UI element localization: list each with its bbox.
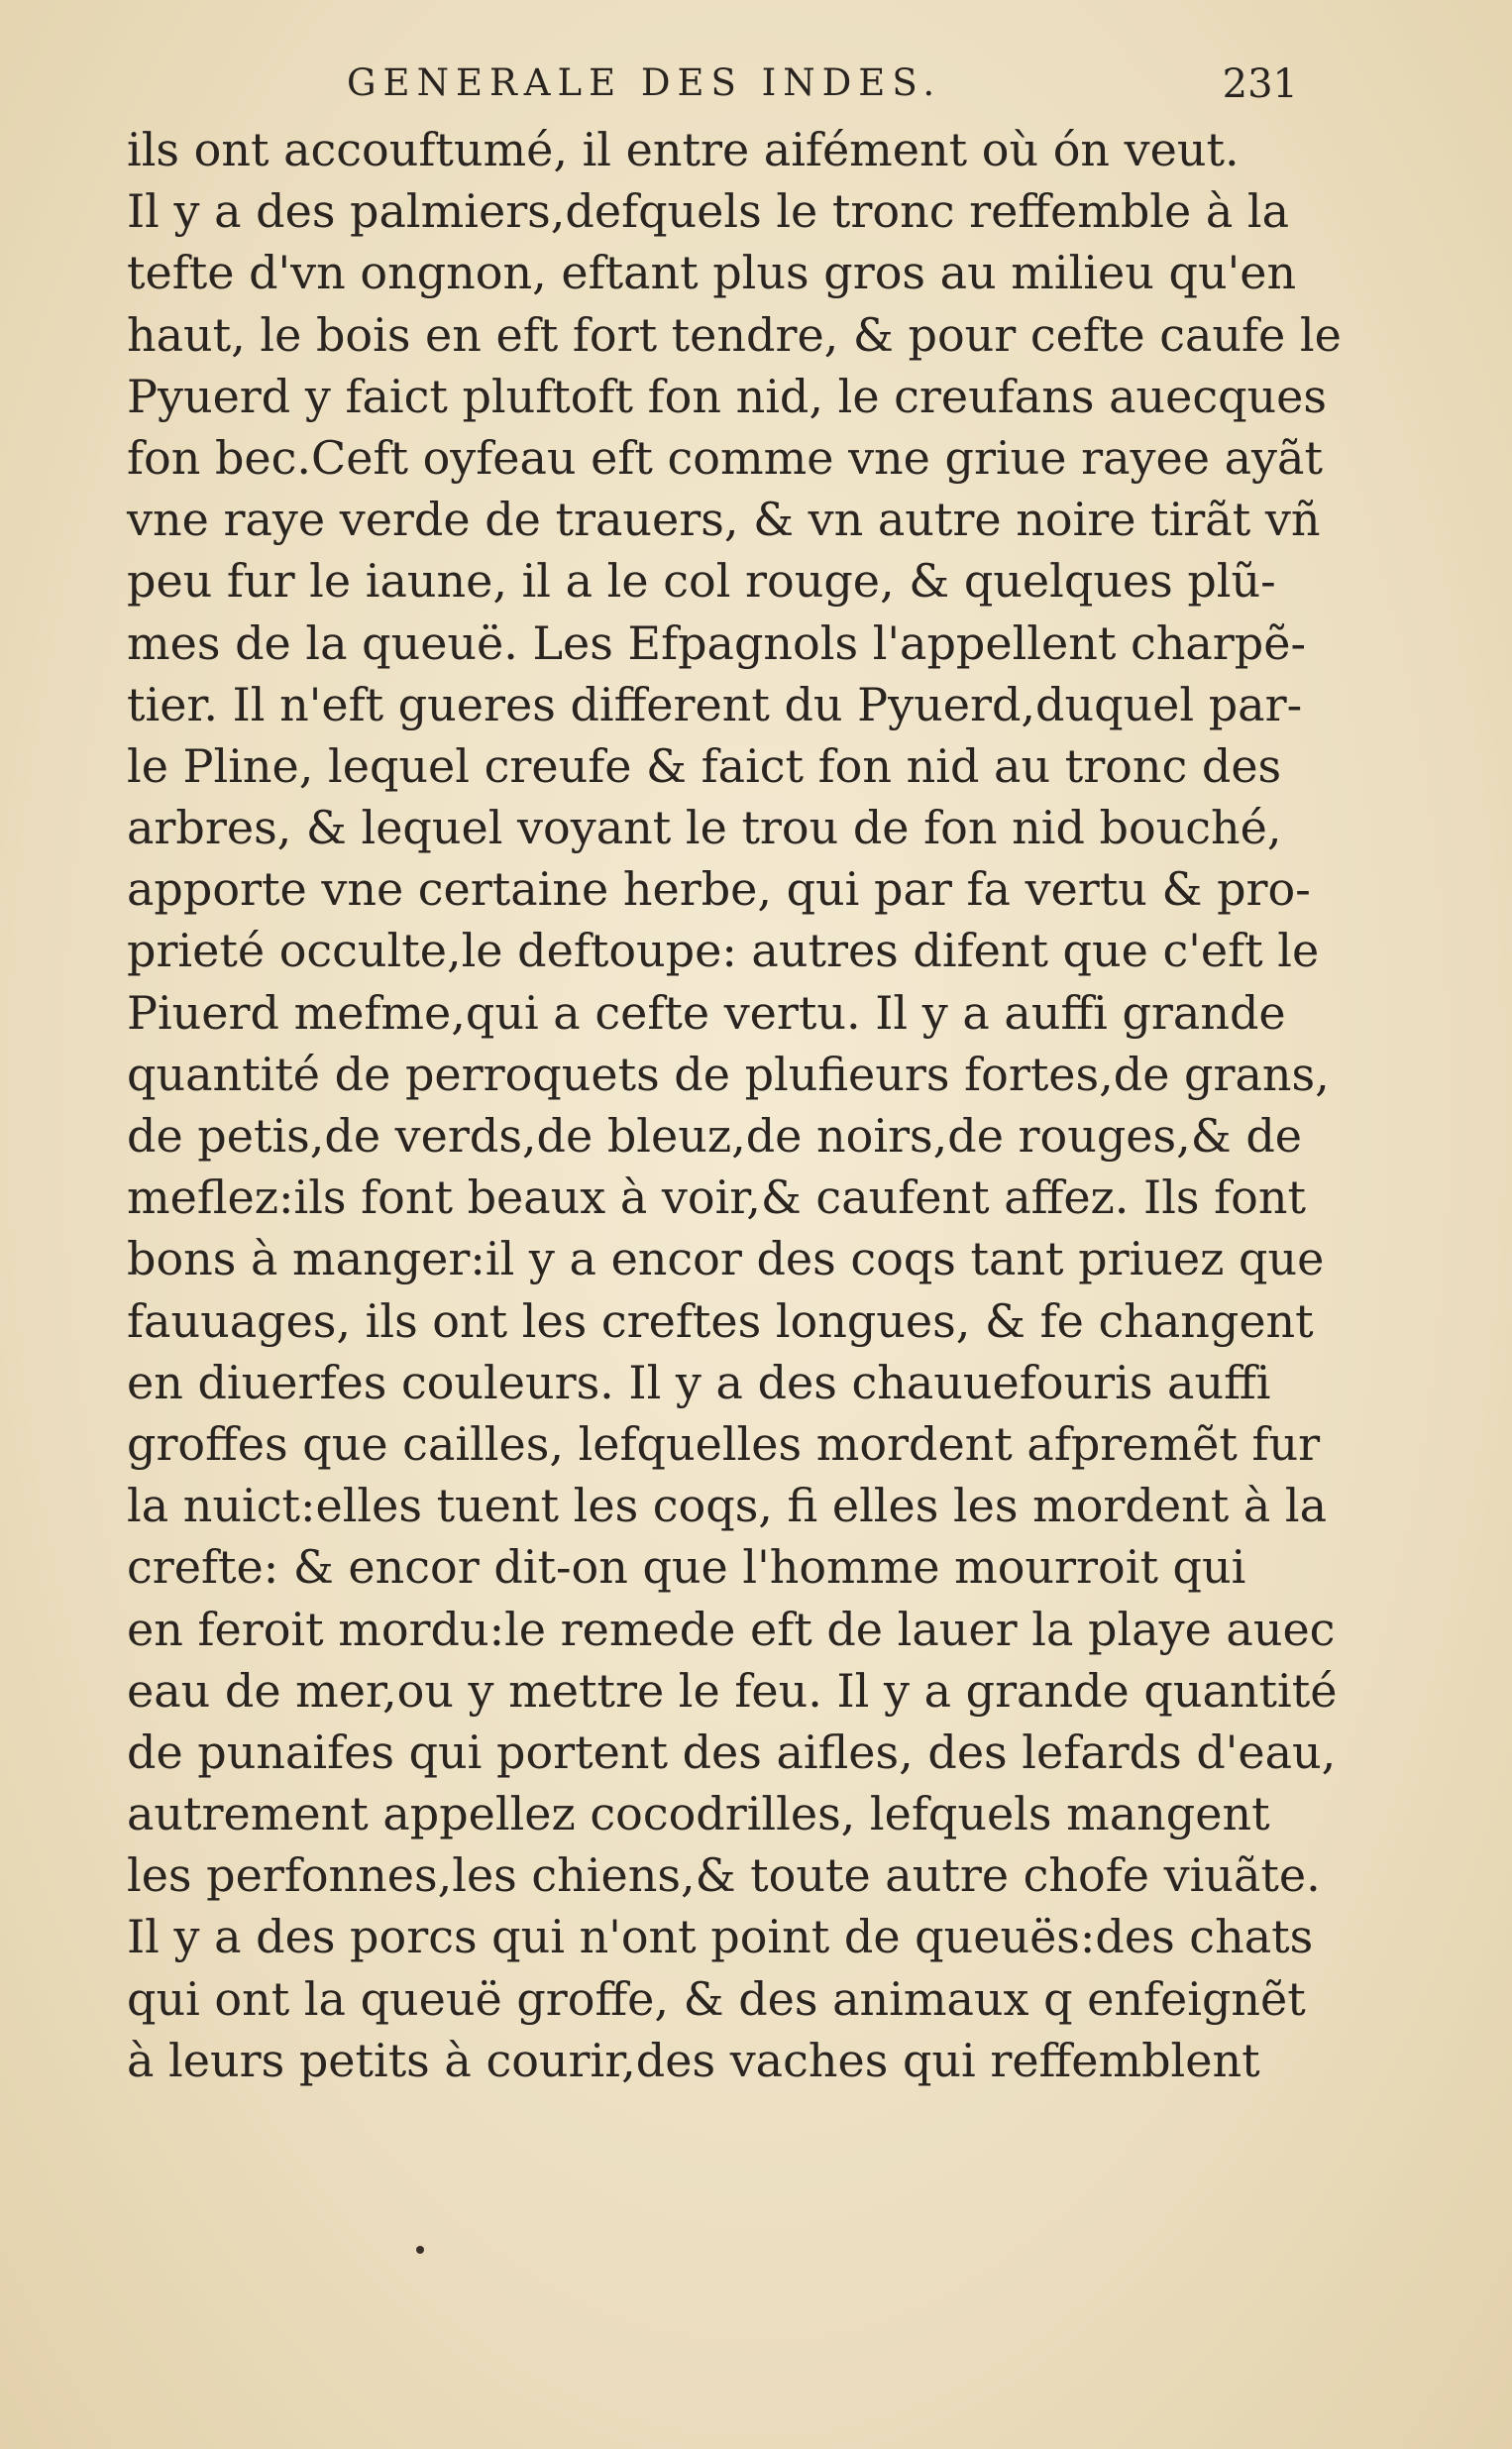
text-line: haut, le bois en eft fort tendre, & pour cefte caufe le [127,307,1342,362]
page-number: 231 [1222,61,1298,107]
text-line: eau de mer,ou y mettre le feu. Il y a grande quantité [127,1663,1338,1718]
text-line: de petis,de verds,de bleuz,de noirs,de rouges,& de [127,1109,1302,1163]
text-line: meflez:ils font beaux à voir,& caufent affez. Ils font [127,1170,1306,1225]
text-line: tefte d'vn ongnon, eftant plus gros au milieu qu'en [127,246,1297,300]
text-line: tier. Il n'eft gueres different du Pyuerd,duquel par- [127,677,1303,731]
text-line: le Pline, lequel creufe & faict fon nid au tronc des [127,738,1282,793]
running-title: GENERALE DES INDES. [347,61,942,104]
text-line: fauuages, ils ont les creftes longues, & fe changent [127,1293,1314,1348]
text-line: autrement appellez cocodrilles, lefquels mangent [127,1787,1270,1841]
text-line: Il y a des palmiers,defquels le tronc reffemble à la [127,184,1289,239]
text-line: mes de la queuë. Les Efpagnols l'appellent charpẽ- [127,615,1306,670]
text-line: de punaifes qui portent des aifles, des lefards d'eau, [127,1725,1337,1779]
ink-dot [416,2246,424,2254]
text-line: bons à manger:il y a encor des coqs tant priuez que [127,1232,1325,1286]
text-line: la nuict:elles tuent les coqs, fi elles les mordent à la [127,1479,1328,1533]
body-text [127,119,1342,2091]
text-line: quantité de perroquets de plufieurs fortes,de grans, [127,1047,1330,1101]
text-line: qui ont la queuë groffe, & des animaux q enfeignẽt [127,1971,1306,2026]
text-line: à leurs petits à courir,des vaches qui reffemblent [127,2033,1260,2087]
text-line: apporte vne certaine herbe, qui par fa vertu & pro- [127,862,1311,917]
text-line: prieté occulte,le deftoupe: autres difent que c'eft le [127,924,1320,978]
text-line: Il y a des porcs qui n'ont point de queuës:des chats [127,1910,1314,1964]
text-line: Piuerd mefme,qui a cefte vertu. Il y a auffi grande [127,985,1286,1040]
text-line: Pyuerd y faict pluftoft fon nid, le creufans auecques [127,369,1328,423]
running-head [347,61,1338,121]
text-line: ils ont accouftumé, il entre aifément où ón veut. [127,123,1240,176]
text-line: peu fur le iaune, il a le col rouge, & quelques plũ- [127,554,1276,609]
text-line: en diuerfes couleurs. Il y a des chauuefouris auffi [127,1355,1271,1409]
text-line: crefte: & encor dit-on que l'homme mourroit qui [127,1540,1246,1595]
text-line: vne raye verde de trauers, & vn autre noire tirãt vñ [127,493,1321,547]
text-line: groffes que cailles, lefquelles mordent afpremẽt fur [127,1416,1321,1471]
text-line: fon bec.Ceft oyfeau eft comme vne griue rayee ayãt [127,430,1323,485]
text-line: en feroit mordu:le remede eft de lauer la playe auec [127,1602,1336,1656]
text-line: les perfonnes,les chiens,& toute autre chofe viuãte. [127,1848,1321,1903]
text-line: arbres, & lequel voyant le trou de fon nid bouché, [127,801,1282,855]
